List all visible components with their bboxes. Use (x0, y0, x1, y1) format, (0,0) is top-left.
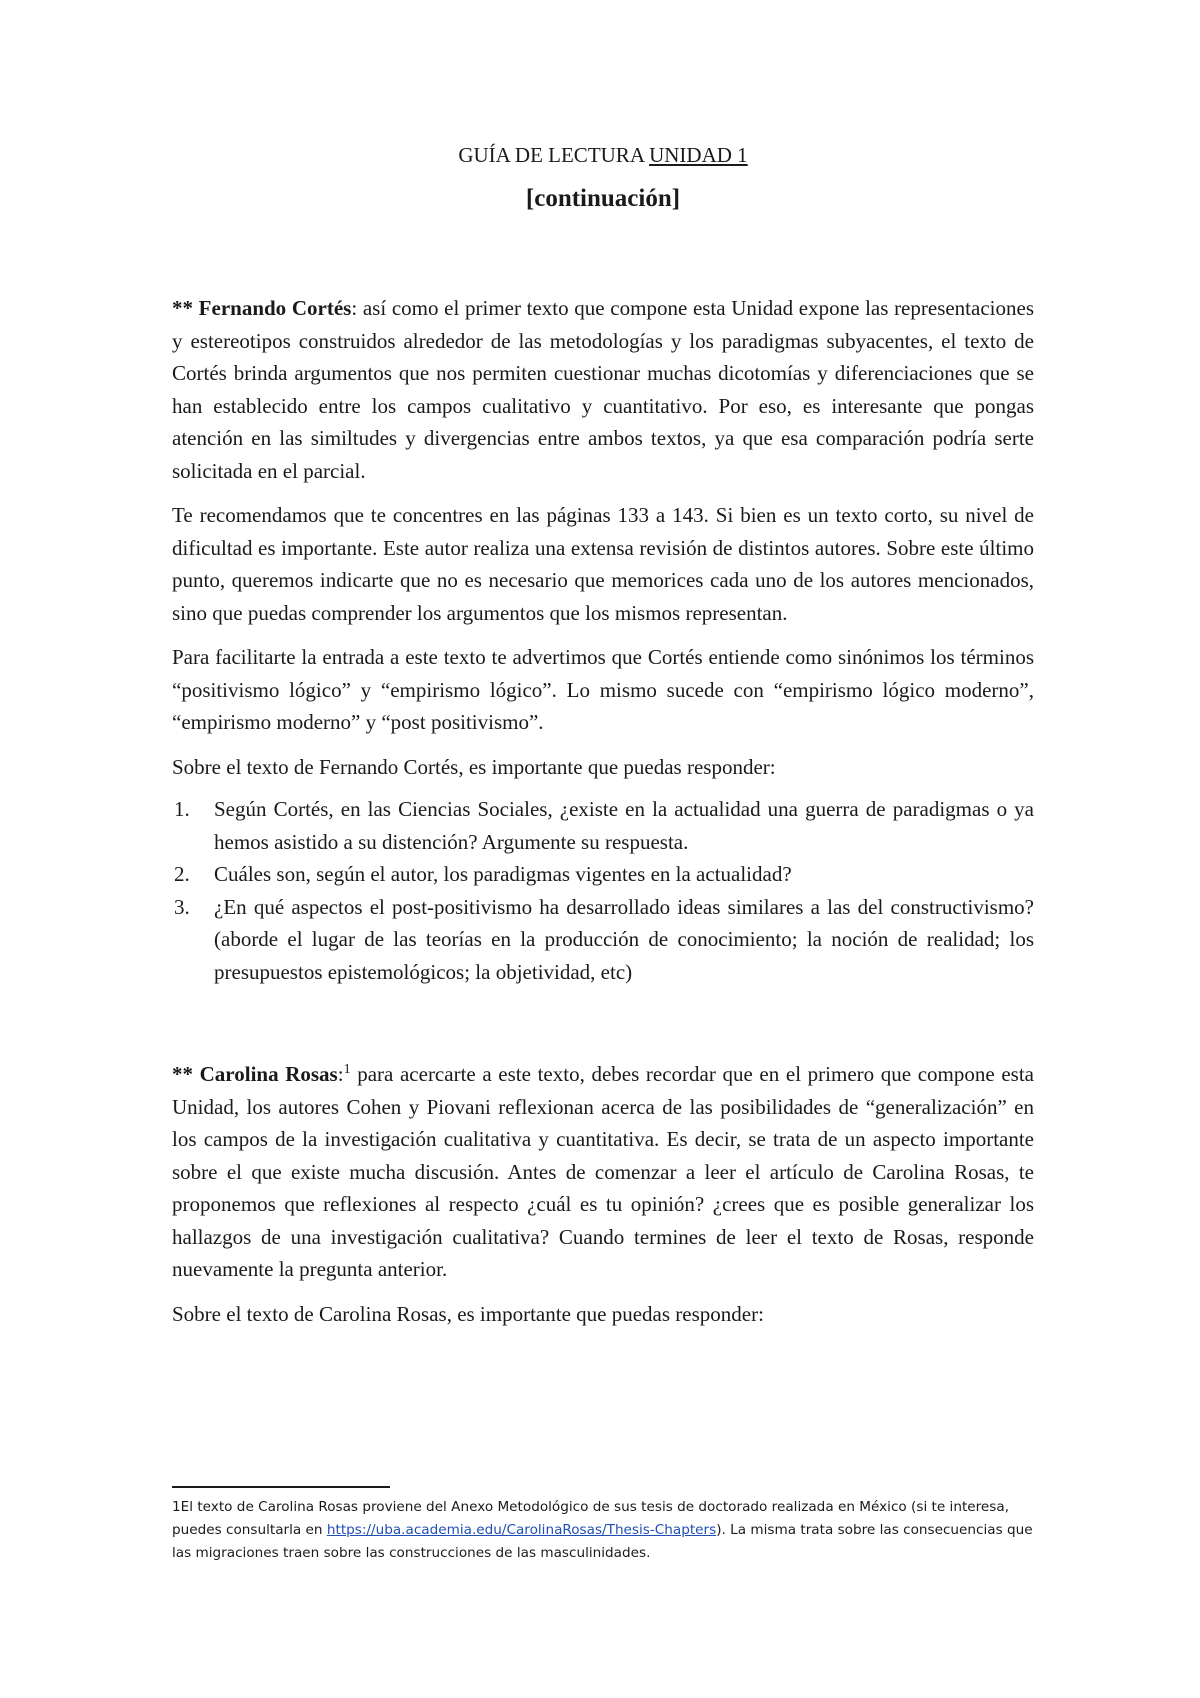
page-content (172, 140, 1034, 1330)
title-unit: UNIDAD 1 (649, 143, 748, 167)
cortes-paragraph-3: Para facilitarte la entrada a este texto te advertimos que Cortés entiende como sinónimos los términos “positivismo lógico” y “empirismo lógico”. Lo mismo sucede con “empirismo lógico moderno”, “empirismo moderno” y “post positivismo”. (172, 645, 1034, 734)
rosas-paragraph-2: Sobre el texto de Carolina Rosas, es importante que puedas responder: (172, 1301, 764, 1326)
question-text: Según Cortés, en las Ciencias Sociales, ¿existe en la actualidad una guerra de paradigmas o ya hemos asistido a su distención? Argumente su respuesta. (214, 797, 1034, 854)
footnote-text-before: El texto de Carolina Rosas proviene del Anexo Metodológico de sus tesis de doctorado realizada en México (si te interesa, puedes consultarla en (172, 1499, 1010, 1538)
cortes-paragraph-1-text: : así como el primer texto que compone esta Unidad expone las representaciones y estereotipos construidos alrededor de las metodologías y los paradigmas subyacentes, el texto de Cortés brinda argumentos que nos permiten cuestionar muchas dicotomías y diferenciaciones que se han establecido entre los campos cualitativo y cuantitativo. Por eso, es interesante que pongas atención en las similtudes y divergencias entre ambos textos, ya que esa comparación podría serte solicitada en el parcial. (172, 296, 1034, 483)
cortes-paragraph-1 (172, 292, 1034, 487)
footnote (172, 1496, 1034, 1565)
footnote-link[interactable]: https://uba.academia.edu/CarolinaRosas/Thesis-Chapters (326, 1522, 717, 1538)
cortes-paragraph-4: Sobre el texto de Fernando Cortés, es importante que puedas responder: (172, 754, 776, 779)
footnote-text-after: ). La misma trata sobre las consecuencias que las migraciones traen sobre las construcciones de las masculinidades. (172, 1522, 1033, 1561)
question-number: 2. (174, 862, 190, 886)
rosas-lead: ** Carolina Rosas (172, 1062, 338, 1086)
footnote-mark: 1 (172, 1499, 181, 1515)
rosas-paragraph-1-text: para acercarte a este texto, debes recordar que en el primero que compone esta Unidad, los autores Cohen y Piovani reflexionan acerca de las posibilidades de “generalización” en los campos de la investigación cualitativa y cuantitativa. Es decir, se trata de un aspecto importante sobre el que existe mucha discusión. Antes de comenzar a leer el artículo de Carolina Rosas, te proponemos que reflexiones al respecto ¿cuál es tu opinión? ¿crees que es posible generalizar los hallazgos de una investigación cualitativa? Cuando termines de leer el texto de Rosas, responde nuevamente la pregunta anterior. (172, 1062, 1034, 1281)
title-main: GUÍA DE LECTURA (458, 143, 650, 167)
footnote-reference[interactable]: 1 (343, 1062, 351, 1077)
rosas-paragraph-1 (172, 1058, 1034, 1286)
question-text: ¿En qué aspectos el post-positivismo ha desarrollado ideas similares a las del constructivismo? (aborde el lugar de las teorías en la producción de conocimiento; la noción de realidad; los presupuestos epistemológicos; la objetividad, etc) (214, 894, 1034, 984)
page-title (172, 140, 1034, 170)
page-subtitle: [continuación] (525, 185, 681, 212)
cortes-paragraph-2: Te recomendamos que te concentres en las páginas 133 a 143. Si bien es un texto corto, su nivel de dificultad es importante. Este autor realiza una extensa revisión de distintos autores. Sobre este último punto, queremos indicarte que no es necesario que memorices cada uno de los autores mencionados, sino que puedas comprender los argumentos que los mismos representan. (172, 503, 1034, 625)
question-item (172, 793, 1034, 858)
cortes-lead: ** Fernando Cortés (172, 296, 352, 320)
question-item (172, 891, 1034, 989)
cortes-question-list (172, 793, 1034, 988)
question-number: 3. (174, 894, 190, 919)
question-item (172, 858, 1034, 891)
question-text: Cuáles son, según el autor, los paradigmas vigentes en la actualidad? (214, 862, 792, 886)
question-number: 1. (174, 797, 190, 821)
footnote-separator (172, 1486, 390, 1488)
rosas-lead-colon: : (337, 1062, 344, 1086)
